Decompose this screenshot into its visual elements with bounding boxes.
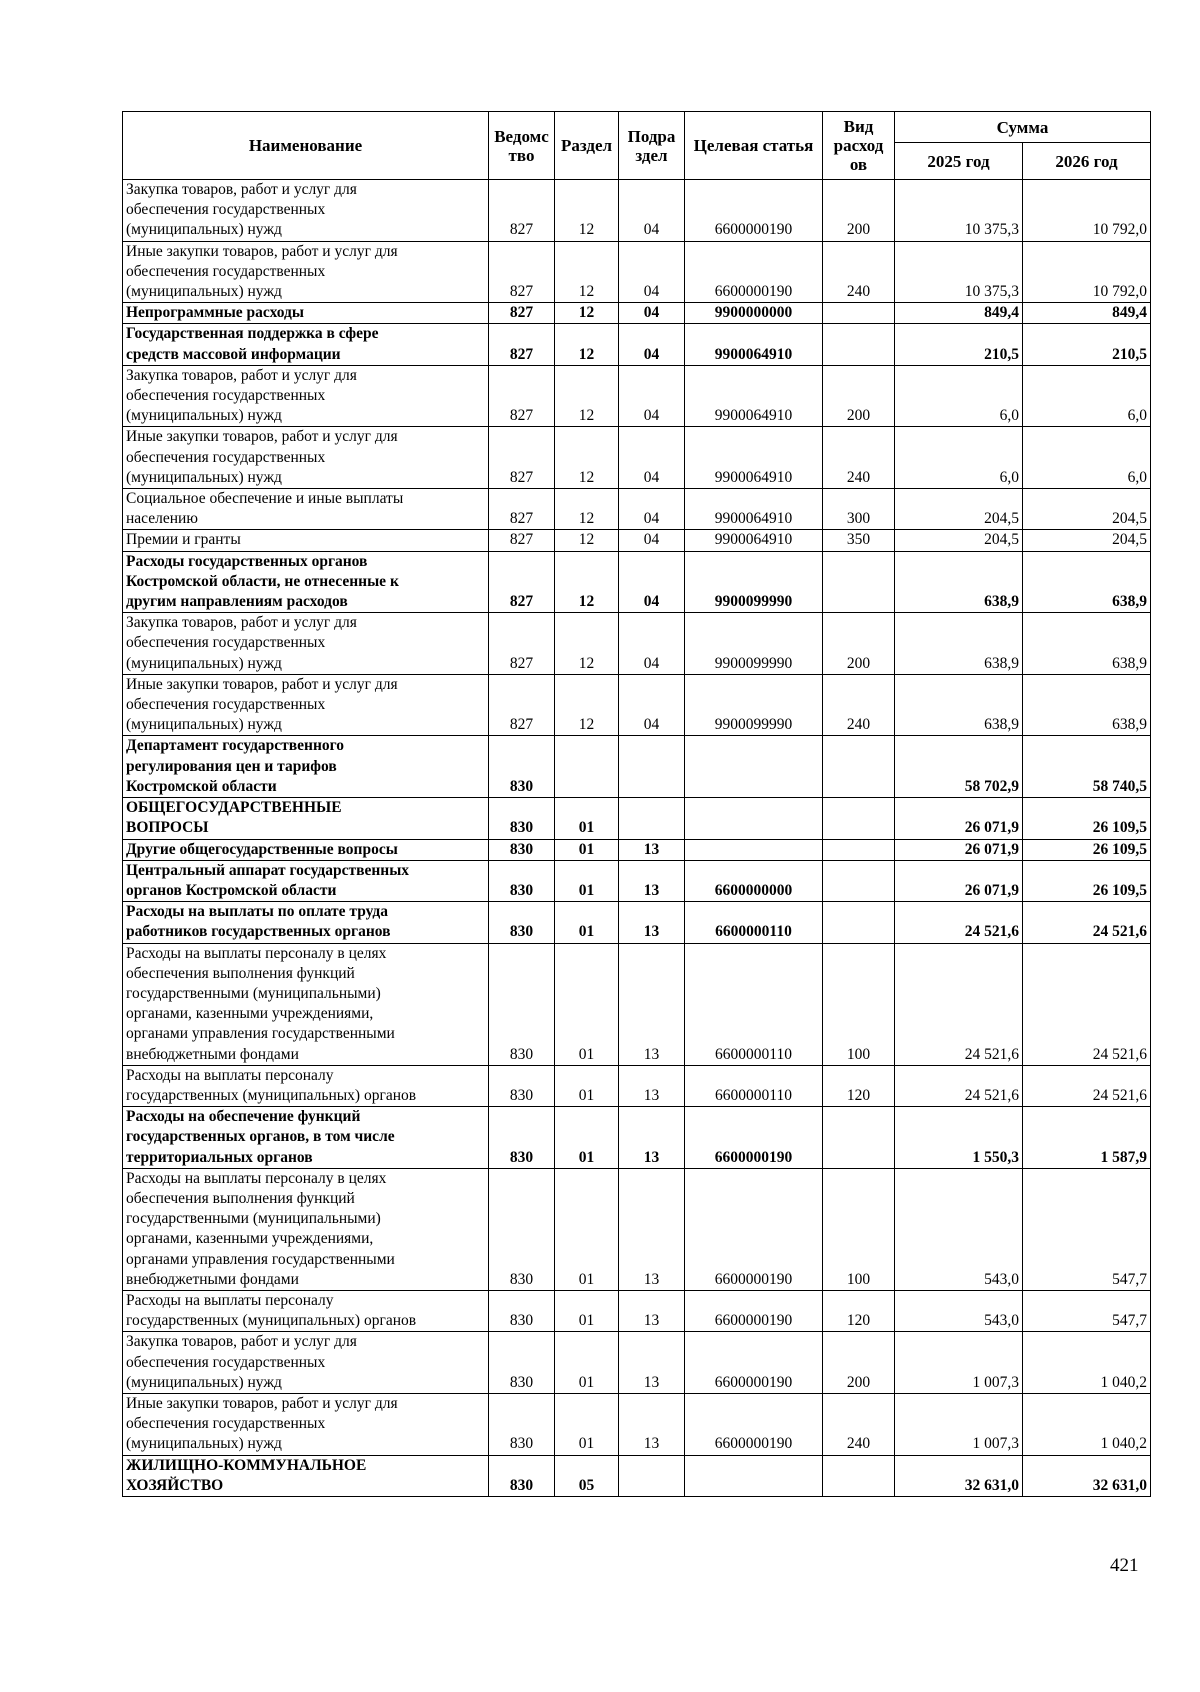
row-sum-2026: 547,7 — [1023, 1290, 1151, 1331]
row-razdel: 01 — [555, 1290, 619, 1331]
row-vid-raskhodov: 200 — [823, 180, 895, 242]
row-razdel: 01 — [555, 1107, 619, 1169]
row-vid-raskhodov — [823, 798, 895, 839]
row-sum-2025: 543,0 — [895, 1168, 1023, 1290]
row-razdel: 01 — [555, 839, 619, 860]
row-sum-2026: 32 631,0 — [1023, 1455, 1151, 1496]
row-razdel: 01 — [555, 798, 619, 839]
row-name: Расходы на выплаты персоналу государственных (муниципальных) органов — [123, 1065, 489, 1106]
row-sum-2025: 204,5 — [895, 489, 1023, 530]
row-celevaya-statya: 6600000190 — [685, 241, 823, 303]
row-podrazdel: 04 — [619, 180, 685, 242]
row-vedomstvo: 827 — [489, 530, 555, 551]
row-vedomstvo: 827 — [489, 241, 555, 303]
row-sum-2026: 547,7 — [1023, 1168, 1151, 1290]
row-celevaya-statya: 9900064910 — [685, 365, 823, 427]
row-razdel: 01 — [555, 1065, 619, 1106]
row-vedomstvo: 830 — [489, 1107, 555, 1169]
row-celevaya-statya: 9900064910 — [685, 324, 823, 365]
row-sum-2025: 6,0 — [895, 427, 1023, 489]
row-sum-2026: 26 109,5 — [1023, 860, 1151, 901]
row-name: Иные закупки товаров, работ и услуг для обеспечения государственных (муниципальных) нужд — [123, 1393, 489, 1455]
row-razdel: 01 — [555, 860, 619, 901]
row-name: Департамент государственного регулирования цен и тарифов Костромской области — [123, 736, 489, 798]
header-razdel: Раздел — [555, 112, 619, 180]
row-vid-raskhodov — [823, 860, 895, 901]
row-vedomstvo: 830 — [489, 839, 555, 860]
row-vid-raskhodov — [823, 324, 895, 365]
row-vedomstvo: 830 — [489, 798, 555, 839]
row-vid-raskhodov: 350 — [823, 530, 895, 551]
budget-table — [122, 111, 1151, 1497]
header-year-2025: 2025 год — [895, 143, 1023, 180]
row-sum-2026: 204,5 — [1023, 489, 1151, 530]
row-vedomstvo: 827 — [489, 551, 555, 613]
row-sum-2026: 10 792,0 — [1023, 180, 1151, 242]
row-sum-2025: 24 521,6 — [895, 902, 1023, 943]
table-body — [123, 180, 1151, 1497]
row-podrazdel: 04 — [619, 551, 685, 613]
row-name: Расходы на выплаты персоналу государственных (муниципальных) органов — [123, 1290, 489, 1331]
header-vid-raskhodov: Вид расход ов — [823, 112, 895, 180]
page-number: 421 — [1110, 1555, 1139, 1576]
row-sum-2025: 638,9 — [895, 674, 1023, 736]
row-vedomstvo: 830 — [489, 1290, 555, 1331]
row-sum-2025: 849,4 — [895, 303, 1023, 324]
row-vid-raskhodov — [823, 303, 895, 324]
row-vedomstvo: 830 — [489, 1332, 555, 1394]
row-celevaya-statya: 9900064910 — [685, 427, 823, 489]
row-vid-raskhodov — [823, 736, 895, 798]
row-celevaya-statya: 6600000110 — [685, 902, 823, 943]
row-sum-2025: 32 631,0 — [895, 1455, 1023, 1496]
row-vid-raskhodov — [823, 902, 895, 943]
table-row — [123, 860, 1151, 901]
row-podrazdel: 13 — [619, 1168, 685, 1290]
row-celevaya-statya: 6600000110 — [685, 1065, 823, 1106]
row-sum-2025: 638,9 — [895, 613, 1023, 675]
header-year-2026: 2026 год — [1023, 143, 1151, 180]
table-row — [123, 736, 1151, 798]
row-celevaya-statya: 6600000000 — [685, 860, 823, 901]
table-row — [123, 1290, 1151, 1331]
table-row — [123, 798, 1151, 839]
row-name: Иные закупки товаров, работ и услуг для обеспечения государственных (муниципальных) нужд — [123, 241, 489, 303]
table-row — [123, 180, 1151, 242]
row-vedomstvo: 827 — [489, 324, 555, 365]
row-vid-raskhodov: 240 — [823, 427, 895, 489]
row-name: Закупка товаров, работ и услуг для обеспечения государственных (муниципальных) нужд — [123, 365, 489, 427]
row-sum-2025: 210,5 — [895, 324, 1023, 365]
table-row — [123, 551, 1151, 613]
row-vid-raskhodov: 120 — [823, 1290, 895, 1331]
row-vedomstvo: 830 — [489, 860, 555, 901]
row-vid-raskhodov — [823, 839, 895, 860]
row-sum-2025: 26 071,9 — [895, 839, 1023, 860]
row-podrazdel — [619, 798, 685, 839]
row-sum-2026: 210,5 — [1023, 324, 1151, 365]
row-podrazdel — [619, 736, 685, 798]
row-sum-2026: 26 109,5 — [1023, 798, 1151, 839]
row-celevaya-statya — [685, 798, 823, 839]
row-podrazdel: 13 — [619, 860, 685, 901]
row-sum-2025: 58 702,9 — [895, 736, 1023, 798]
row-sum-2026: 24 521,6 — [1023, 902, 1151, 943]
row-podrazdel: 04 — [619, 365, 685, 427]
row-razdel: 12 — [555, 674, 619, 736]
table-row — [123, 489, 1151, 530]
row-vedomstvo: 827 — [489, 180, 555, 242]
header-celevaya-statya: Целевая статья — [685, 112, 823, 180]
row-sum-2026: 638,9 — [1023, 551, 1151, 613]
row-podrazdel: 13 — [619, 1332, 685, 1394]
row-name: Закупка товаров, работ и услуг для обеспечения государственных (муниципальных) нужд — [123, 180, 489, 242]
row-razdel: 12 — [555, 241, 619, 303]
row-sum-2025: 26 071,9 — [895, 798, 1023, 839]
row-vid-raskhodov — [823, 551, 895, 613]
table-row — [123, 303, 1151, 324]
row-vedomstvo: 827 — [489, 489, 555, 530]
table-row — [123, 902, 1151, 943]
row-podrazdel: 13 — [619, 839, 685, 860]
row-razdel: 12 — [555, 303, 619, 324]
row-podrazdel: 04 — [619, 530, 685, 551]
row-podrazdel: 04 — [619, 303, 685, 324]
row-podrazdel: 04 — [619, 613, 685, 675]
row-razdel: 01 — [555, 1393, 619, 1455]
row-sum-2026: 638,9 — [1023, 613, 1151, 675]
row-sum-2026: 638,9 — [1023, 674, 1151, 736]
row-vid-raskhodov: 240 — [823, 674, 895, 736]
row-sum-2026: 1 040,2 — [1023, 1393, 1151, 1455]
header-row-1 — [123, 112, 1151, 143]
row-sum-2026: 58 740,5 — [1023, 736, 1151, 798]
row-vedomstvo: 830 — [489, 1393, 555, 1455]
row-sum-2026: 10 792,0 — [1023, 241, 1151, 303]
table-row — [123, 1455, 1151, 1496]
row-sum-2025: 26 071,9 — [895, 860, 1023, 901]
table-row — [123, 1393, 1151, 1455]
row-razdel: 01 — [555, 943, 619, 1065]
table-row — [123, 839, 1151, 860]
row-name: Закупка товаров, работ и услуг для обеспечения государственных (муниципальных) нужд — [123, 613, 489, 675]
table-row — [123, 1332, 1151, 1394]
row-vid-raskhodov: 100 — [823, 943, 895, 1065]
header-vedomstvo: Ведомс тво — [489, 112, 555, 180]
table-row — [123, 613, 1151, 675]
row-razdel: 12 — [555, 180, 619, 242]
row-name: Государственная поддержка в сфере средств массовой информации — [123, 324, 489, 365]
row-podrazdel: 04 — [619, 324, 685, 365]
row-sum-2025: 1 007,3 — [895, 1332, 1023, 1394]
row-celevaya-statya: 9900099990 — [685, 674, 823, 736]
row-celevaya-statya: 6600000190 — [685, 1290, 823, 1331]
table-row — [123, 1107, 1151, 1169]
row-podrazdel: 04 — [619, 241, 685, 303]
row-sum-2025: 1 007,3 — [895, 1393, 1023, 1455]
row-celevaya-statya: 9900099990 — [685, 613, 823, 675]
row-podrazdel: 13 — [619, 902, 685, 943]
row-vedomstvo: 830 — [489, 1065, 555, 1106]
row-name: Премии и гранты — [123, 530, 489, 551]
row-name: Центральный аппарат государственных органов Костромской области — [123, 860, 489, 901]
row-vedomstvo: 830 — [489, 1168, 555, 1290]
row-sum-2025: 204,5 — [895, 530, 1023, 551]
row-razdel: 01 — [555, 1332, 619, 1394]
table-row — [123, 427, 1151, 489]
row-sum-2026: 24 521,6 — [1023, 943, 1151, 1065]
table-row — [123, 674, 1151, 736]
row-vid-raskhodov: 120 — [823, 1065, 895, 1106]
row-razdel: 12 — [555, 530, 619, 551]
row-podrazdel: 13 — [619, 1393, 685, 1455]
row-sum-2025: 638,9 — [895, 551, 1023, 613]
row-name: ЖИЛИЩНО-КОММУНАЛЬНОЕ ХОЗЯЙСТВО — [123, 1455, 489, 1496]
row-celevaya-statya: 9900099990 — [685, 551, 823, 613]
row-razdel: 12 — [555, 551, 619, 613]
row-razdel: 12 — [555, 324, 619, 365]
row-podrazdel: 04 — [619, 489, 685, 530]
row-celevaya-statya — [685, 839, 823, 860]
row-vedomstvo: 830 — [489, 736, 555, 798]
row-vid-raskhodov: 200 — [823, 1332, 895, 1394]
row-vid-raskhodov: 240 — [823, 1393, 895, 1455]
row-vedomstvo: 827 — [489, 365, 555, 427]
row-name: Социальное обеспечение и иные выплаты населению — [123, 489, 489, 530]
row-sum-2025: 24 521,6 — [895, 943, 1023, 1065]
row-razdel: 01 — [555, 902, 619, 943]
row-podrazdel: 04 — [619, 674, 685, 736]
row-celevaya-statya: 6600000110 — [685, 943, 823, 1065]
row-vid-raskhodov: 200 — [823, 365, 895, 427]
row-sum-2026: 204,5 — [1023, 530, 1151, 551]
row-name: Расходы государственных органов Костромской области, не отнесенные к другим направлениям расходов — [123, 551, 489, 613]
row-celevaya-statya: 6600000190 — [685, 1168, 823, 1290]
row-vedomstvo: 827 — [489, 427, 555, 489]
row-vid-raskhodov — [823, 1107, 895, 1169]
row-name: Расходы на обеспечение функций государственных органов, в том числе территориальных органов — [123, 1107, 489, 1169]
row-sum-2025: 543,0 — [895, 1290, 1023, 1331]
row-name: Иные закупки товаров, работ и услуг для обеспечения государственных (муниципальных) нужд — [123, 674, 489, 736]
row-celevaya-statya: 9900064910 — [685, 489, 823, 530]
row-name: Другие общегосударственные вопросы — [123, 839, 489, 860]
row-celevaya-statya: 9900000000 — [685, 303, 823, 324]
row-celevaya-statya: 6600000190 — [685, 1393, 823, 1455]
row-sum-2026: 26 109,5 — [1023, 839, 1151, 860]
table-row — [123, 1168, 1151, 1290]
row-razdel: 01 — [555, 1168, 619, 1290]
row-podrazdel: 13 — [619, 1065, 685, 1106]
row-podrazdel: 13 — [619, 943, 685, 1065]
row-sum-2025: 6,0 — [895, 365, 1023, 427]
row-name: Расходы на выплаты персоналу в целях обеспечения выполнения функций государственными (муниципальными) органами, казенными учреждениями, органами управления государственными внебюджетными фондами — [123, 943, 489, 1065]
row-name: Расходы на выплаты по оплате труда работников государственных органов — [123, 902, 489, 943]
row-razdel: 12 — [555, 613, 619, 675]
row-celevaya-statya — [685, 1455, 823, 1496]
row-podrazdel: 13 — [619, 1107, 685, 1169]
row-vedomstvo: 830 — [489, 1455, 555, 1496]
row-celevaya-statya — [685, 736, 823, 798]
row-razdel: 12 — [555, 365, 619, 427]
row-vid-raskhodov: 240 — [823, 241, 895, 303]
table-row — [123, 241, 1151, 303]
row-podrazdel: 04 — [619, 427, 685, 489]
row-celevaya-statya: 6600000190 — [685, 1107, 823, 1169]
row-sum-2025: 10 375,3 — [895, 180, 1023, 242]
row-vedomstvo: 830 — [489, 902, 555, 943]
row-vedomstvo: 830 — [489, 943, 555, 1065]
row-vedomstvo: 827 — [489, 674, 555, 736]
row-name: Расходы на выплаты персоналу в целях обеспечения выполнения функций государственными (муниципальными) органами, казенными учреждениями, органами управления государственными внебюджетными фондами — [123, 1168, 489, 1290]
row-sum-2026: 6,0 — [1023, 427, 1151, 489]
row-sum-2025: 1 550,3 — [895, 1107, 1023, 1169]
row-celevaya-statya: 6600000190 — [685, 1332, 823, 1394]
row-sum-2026: 24 521,6 — [1023, 1065, 1151, 1106]
table-row — [123, 324, 1151, 365]
row-podrazdel — [619, 1455, 685, 1496]
row-razdel: 05 — [555, 1455, 619, 1496]
row-vid-raskhodov: 100 — [823, 1168, 895, 1290]
row-sum-2026: 1 040,2 — [1023, 1332, 1151, 1394]
row-sum-2025: 24 521,6 — [895, 1065, 1023, 1106]
row-name: ОБЩЕГОСУДАРСТВЕННЫЕ ВОПРОСЫ — [123, 798, 489, 839]
table-row — [123, 1065, 1151, 1106]
header-podrazdel: Подра здел — [619, 112, 685, 180]
table-row — [123, 530, 1151, 551]
row-name: Иные закупки товаров, работ и услуг для обеспечения государственных (муниципальных) нужд — [123, 427, 489, 489]
row-sum-2026: 1 587,9 — [1023, 1107, 1151, 1169]
row-celevaya-statya: 6600000190 — [685, 180, 823, 242]
row-razdel: 12 — [555, 427, 619, 489]
row-name: Непрограммные расходы — [123, 303, 489, 324]
row-celevaya-statya: 9900064910 — [685, 530, 823, 551]
row-podrazdel: 13 — [619, 1290, 685, 1331]
header-summa: Сумма — [895, 112, 1151, 143]
row-sum-2026: 849,4 — [1023, 303, 1151, 324]
table-row — [123, 365, 1151, 427]
row-vid-raskhodov: 300 — [823, 489, 895, 530]
row-vid-raskhodov — [823, 1455, 895, 1496]
row-name: Закупка товаров, работ и услуг для обеспечения государственных (муниципальных) нужд — [123, 1332, 489, 1394]
row-sum-2026: 6,0 — [1023, 365, 1151, 427]
header-name: Наименование — [123, 112, 489, 180]
row-razdel — [555, 736, 619, 798]
table-row — [123, 943, 1151, 1065]
row-vid-raskhodov: 200 — [823, 613, 895, 675]
row-sum-2025: 10 375,3 — [895, 241, 1023, 303]
row-razdel: 12 — [555, 489, 619, 530]
row-vedomstvo: 827 — [489, 613, 555, 675]
row-vedomstvo: 827 — [489, 303, 555, 324]
